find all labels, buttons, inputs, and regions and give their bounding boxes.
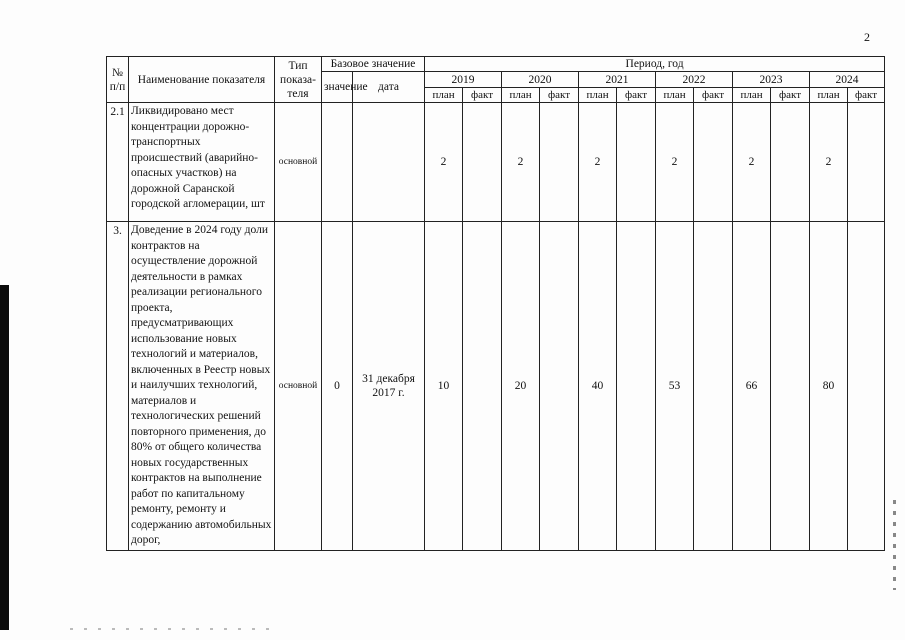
header-fact: факт (694, 88, 733, 103)
scan-noise (70, 628, 270, 630)
header-fact: факт (848, 88, 885, 103)
header-plan: план (733, 88, 771, 103)
fact-value (771, 222, 810, 551)
plan-value: 2 (810, 103, 848, 222)
fact-value (617, 222, 656, 551)
header-name: Наименование показателя (129, 57, 275, 103)
header-row-1 (107, 57, 885, 72)
fact-value (848, 222, 885, 551)
plan-value: 10 (425, 222, 463, 551)
fact-value (694, 103, 733, 222)
indicators-table (106, 56, 885, 551)
header-fact: факт (540, 88, 579, 103)
indicator-name: Ликвидировано мест концентрации дорожно-транспортных происшествий (аварийно-опасных участков) на дорожной Саранской городской агломерации, шт (129, 103, 275, 222)
header-period: Период, год (425, 57, 885, 72)
header-num: № п/п (107, 57, 129, 103)
header-fact: факт (617, 88, 656, 103)
plan-value: 2 (502, 103, 540, 222)
header-year: 2022 (656, 72, 733, 88)
header-plan: план (502, 88, 540, 103)
plan-value: 2 (656, 103, 694, 222)
scan-edge-marks (893, 500, 896, 590)
fact-value (694, 222, 733, 551)
row-number: 2.1 (107, 103, 129, 222)
header-plan: план (425, 88, 463, 103)
header-base-value: значение (322, 72, 353, 103)
header-year: 2019 (425, 72, 502, 88)
table-row (107, 222, 885, 551)
plan-value: 66 (733, 222, 771, 551)
header-year: 2021 (579, 72, 656, 88)
header-year: 2020 (502, 72, 579, 88)
fact-value (617, 103, 656, 222)
base-date (353, 103, 425, 222)
header-plan: план (579, 88, 617, 103)
plan-value: 2 (425, 103, 463, 222)
base-value: 0 (322, 222, 353, 551)
header-fact: факт (771, 88, 810, 103)
fact-value (463, 103, 502, 222)
indicator-name: Доведение в 2024 году доли контрактов на осуществление дорожной деятельности в рамках реализации регионального проекта, предусматривающих использование новых технологий и материалов, включенных в Реестр новых и наилучших технологий, материалов и технологических решений повторного применения, до 80% от общего количества новых государственных контрактов на выполнение работ по капитальному ремонту, ремонту и содержанию автомобильных дорог, (129, 222, 275, 551)
plan-value: 53 (656, 222, 694, 551)
fact-value (848, 103, 885, 222)
plan-value: 20 (502, 222, 540, 551)
page-number: 2 (864, 30, 870, 44)
fact-value (463, 222, 502, 551)
base-value (322, 103, 353, 222)
base-date: 31 декабря 2017 г. (353, 222, 425, 551)
header-year: 2024 (810, 72, 885, 88)
header-plan: план (656, 88, 694, 103)
header-plan: план (810, 88, 848, 103)
table-row (107, 103, 885, 222)
plan-value: 80 (810, 222, 848, 551)
row-number: 3. (107, 222, 129, 551)
header-type: Тип показа-теля (275, 57, 322, 103)
indicator-type: основной (275, 103, 322, 222)
indicator-type: основной (275, 222, 322, 551)
header-base: Базовое значение (322, 57, 425, 72)
fact-value (771, 103, 810, 222)
plan-value: 2 (733, 103, 771, 222)
plan-value: 2 (579, 103, 617, 222)
header-year: 2023 (733, 72, 810, 88)
fact-value (540, 103, 579, 222)
header-fact: факт (463, 88, 502, 103)
header-base-date: дата (353, 72, 425, 103)
scan-shadow-bar (0, 285, 9, 630)
fact-value (540, 222, 579, 551)
plan-value: 40 (579, 222, 617, 551)
